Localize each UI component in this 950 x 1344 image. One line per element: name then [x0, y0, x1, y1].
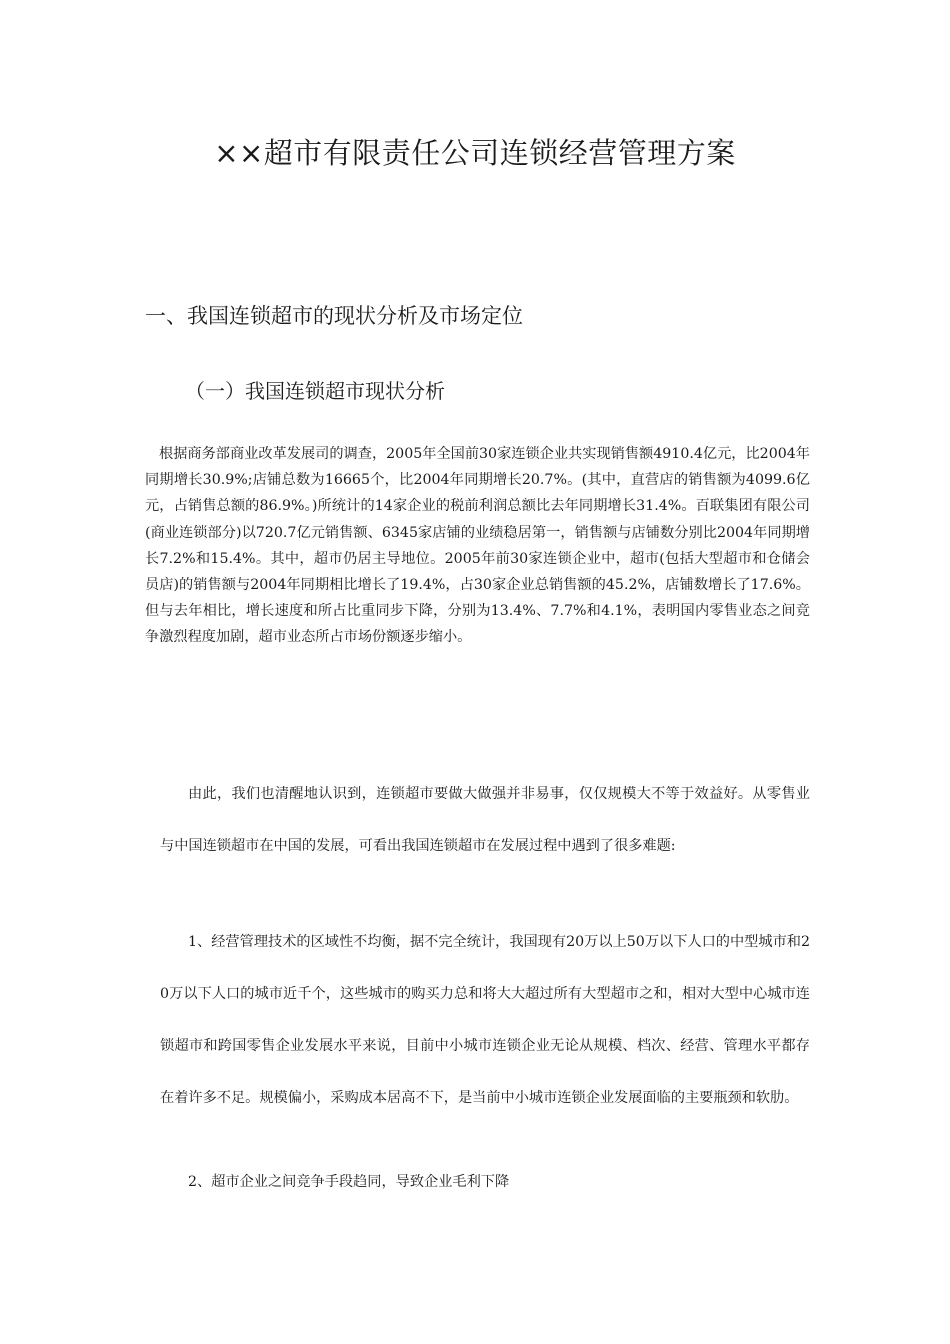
statistics-paragraph: 根据商务部商业改革发展司的调查，2005年全国前30家连锁企业共实现销售额4910.4亿元，比2004年同期增长30.9%;店铺总数为16665个，比2004年同期增长20.7%。(其中，直营店的销售额为4099.6亿元，占销售总额的86.9%。)所统计的14家企业的税前利润总额比去年同期增长31.4%。百联集团有限公司(商业连锁部分)以720.7亿元销售额、6345家店铺的业绩稳居第一，销售额与店铺数分别比2004年同期增长7.2%和15.4%。其中，超市仍居主导地位。2005年前30家连锁企业中，超市(包括大型超市和仓储会员店)的销售额与2004年同期相比增长了19.4%，占30家企业总销售额的45.2%，店铺数增长了17.6%。但与去年相比，增长速度和所占比重同步下降，分别为13.4%、7.7%和4.1%，表明国内零售业态之间竞争激烈程度加剧，超市业态所占市场份额逐步缩小。	[145, 446, 810, 646]
problem-item-1: 1、经营管理技术的区域性不均衡，据不完全统计，我国现有20万以上50万以下人口的中型城市和20万以下人口的城市近千个，这些城市的购买力总和将大大超过所有大型超市之和，相对大型中心城市连锁超市和跨国零售企业发展水平来说，目前中小城市连锁企业无论从规模、档次、经营、管理水平都存在着许多不足。规模偏小，采购成本居高不下，是当前中小城市连锁企业发展面临的主要瓶颈和软肋。	[160, 934, 810, 1106]
problem-item-2: 2、超市企业之间竞争手段趋同，导致企业毛利下降	[188, 1174, 510, 1190]
intro-paragraph: 由此，我们也清醒地认识到，连锁超市要做大做强并非易事，仅仅规模大不等于效益好。从零售业与中国连锁超市在中国的发展，可看出我国连锁超市在发展过程中遇到了很多难题:	[160, 786, 810, 854]
subsection-heading: （一）我国连锁超市现状分析	[185, 379, 445, 403]
section-heading: 一、我国连锁超市的现状分析及市场定位	[145, 304, 523, 328]
document-title: ××超市有限责任公司连锁经营管理方案	[214, 136, 736, 170]
